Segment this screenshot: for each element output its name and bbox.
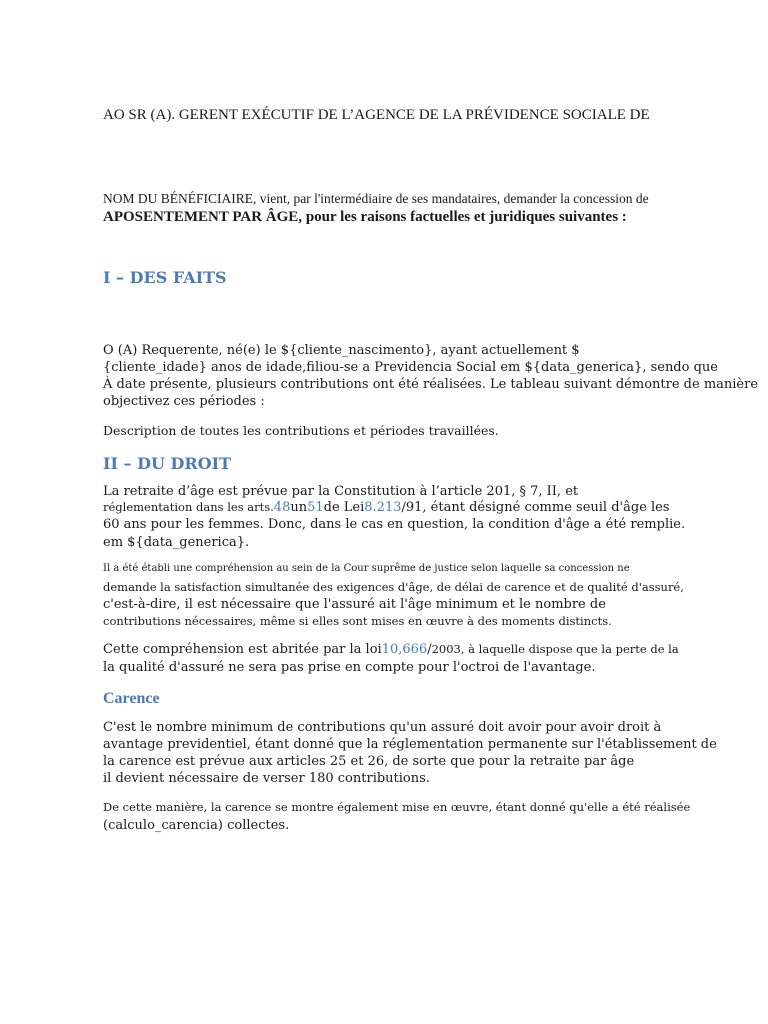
law-p2-line-1: Il a été établi une compréhension au sein de la Cour suprême de justice selon laquelle sa concession ne <box>103 563 630 574</box>
carence-p2-line-2: (calculo_carencia) collectes. <box>103 818 290 833</box>
carence-p1-line-3: la carence est prévue aux articles 25 et 26, de sorte que pour la retraite par âge <box>103 754 635 769</box>
carence-p1-line-4: il devient nécessaire de verser 180 contributions. <box>103 771 430 786</box>
law-p1-line-3: 60 ans pour les femmes. Donc, dans le cas en question, la condition d'âge a été remplie. <box>103 517 686 532</box>
law-p1-line-2b: un <box>290 500 308 515</box>
law-ref-10666: 10,666 <box>381 642 428 657</box>
law-p3-line-1c: 2003, à laquelle dispose que la perte de la <box>431 642 679 656</box>
facts-p2: Description de toutes les contributions et périodes travaillées. <box>103 423 499 438</box>
law-p3-line-1 <box>103 642 679 657</box>
law-p3-line-1a: Cette compréhension est abritée par la loi <box>103 642 382 657</box>
law-p1-line-2d: /91, étant désigné comme seuil d'âge les <box>401 500 670 515</box>
article-ref-51: 51 <box>307 500 324 515</box>
carence-p2-line-1: De cette manière, la carence se montre également mise en œuvre, étant donné qu'elle a été réalisée <box>103 800 691 814</box>
law-p1-line-2 <box>103 500 670 515</box>
section-heading-carence: Carence <box>103 690 160 707</box>
law-p1-line-1: La retraite d’âge est prévue par la Constitution à l’article 201, § 7, II, et <box>103 484 579 499</box>
carence-p1-line-2: avantage previdentiel, étant donné que la réglementation permanente sur l'établissement de <box>103 737 717 752</box>
law-p1-line-2c: de Lei <box>323 500 365 515</box>
intro-bold-title: APOSENTEMENT PAR ÂGE, <box>103 209 303 225</box>
law-p2-line-2: demande la satisfaction simultanée des exigences d'âge, de délai de carence et de qualité d'assuré, <box>103 580 684 594</box>
law-p1-line-2a: réglementation dans les arts. <box>103 500 274 514</box>
law-p1-line-4: em ${data_generica}. <box>103 535 250 550</box>
law-p3-slash: / <box>427 642 432 657</box>
intro-rest: pour les raisons factuelles et juridiques suivantes : <box>302 209 627 225</box>
section-heading-facts: I – DES FAITS <box>103 268 227 287</box>
law-p2-line-3: c'est-à-dire, il est nécessaire que l'assuré ait l'âge minimum et le nombre de <box>103 597 606 612</box>
facts-p1-line-4: objectivez ces périodes : <box>103 394 265 409</box>
law-p3-line-2: la qualité d'assuré ne sera pas prise en compte pour l'octroi de l'avantage. <box>103 660 596 675</box>
facts-p1-line-2: {cliente_idade} anos de idade,filiou-se a Previdencia Social em ${data_generica}, sendo que <box>103 360 718 375</box>
intro-line-2 <box>103 209 627 226</box>
facts-p1-line-3: À date présente, plusieurs contributions ont été réalisées. Le tableau suivant démontre de manière <box>103 377 759 392</box>
facts-p1-line-1: O (A) Requerente, né(e) le ${cliente_nascimento}, ayant actuellement $ <box>103 343 580 358</box>
address-line: AO SR (A). GERENT EXÉCUTIF DE L’AGENCE DE LA PRÉVIDENCE SOCIALE DE <box>103 107 650 123</box>
law-ref-8213: 8.213 <box>364 500 402 515</box>
intro-line-1: NOM DU BÉNÉFICIAIRE, vient, par l'intermédiaire de ses mandataires, demander la concession de <box>103 191 649 206</box>
carence-p1-line-1: C'est le nombre minimum de contributions qu'un assuré doit avoir pour avoir droit à <box>103 720 662 735</box>
article-ref-48: 48 <box>273 500 291 515</box>
section-heading-law: II – DU DROIT <box>103 454 232 473</box>
law-p2-line-4: contributions nécessaires, même si elles sont mises en œuvre à des moments distincts. <box>103 614 612 628</box>
